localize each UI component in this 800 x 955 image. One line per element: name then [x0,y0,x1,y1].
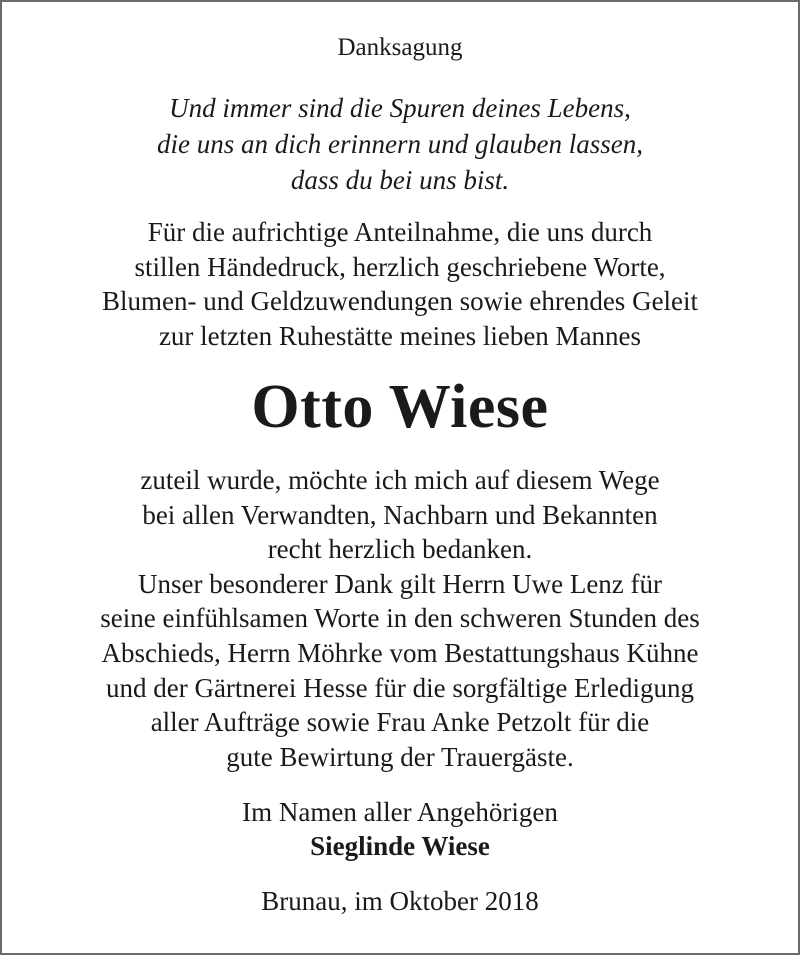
signature-name: Sieglinde Wiese [310,831,490,861]
memorial-verse [2,90,798,198]
signature-label: Im Namen aller Angehörigen [242,797,558,827]
verse-line: Und immer sind die Spuren deines Lebens, [169,93,631,123]
body-line: aller Aufträge sowie Frau Anke Petzolt für die [150,707,650,738]
body-line: recht herzlich bedanken. [267,534,533,565]
verse-line: die uns an dich erinnern und glauben lassen, [157,129,643,159]
intro-line: Blumen- und Geldzuwendungen sowie ehrendes Geleit [101,286,699,316]
body-line: Unser besonderer Dank gilt Herrn Uwe Lenz für [137,568,663,599]
deceased-name: Otto Wiese [251,373,549,441]
intro-line: stillen Händedruck, herzlich geschriebene Worte, [134,251,666,282]
body-line: bei allen Verwandten, Nachbarn und Bekannten [142,499,658,530]
intro-line: Für die aufrichtige Anteilnahme, die uns durch [147,217,653,247]
body-line: Abschieds, Herrn Möhrke vom Bestattungshaus Kühne [101,637,699,668]
intro-line: zur letzten Ruhestätte meines lieben Mannes [158,320,642,351]
thanks-paragraph [2,463,798,774]
body-line: gute Bewirtung der Trauergäste. [226,741,574,772]
notice-heading: Danksagung [337,34,463,61]
body-line: seine einfühlsamen Worte in den schweren Stunden des [100,603,700,634]
body-line: zuteil wurde, möchte ich mich auf diesem Wege [140,465,660,495]
place-and-date: Brunau, im Oktober 2018 [261,886,539,916]
verse-line: dass du bei uns bist. [290,165,510,195]
intro-paragraph [2,215,798,353]
body-line: und der Gärtnerei Hesse für die sorgfältige Erledigung [105,672,695,703]
